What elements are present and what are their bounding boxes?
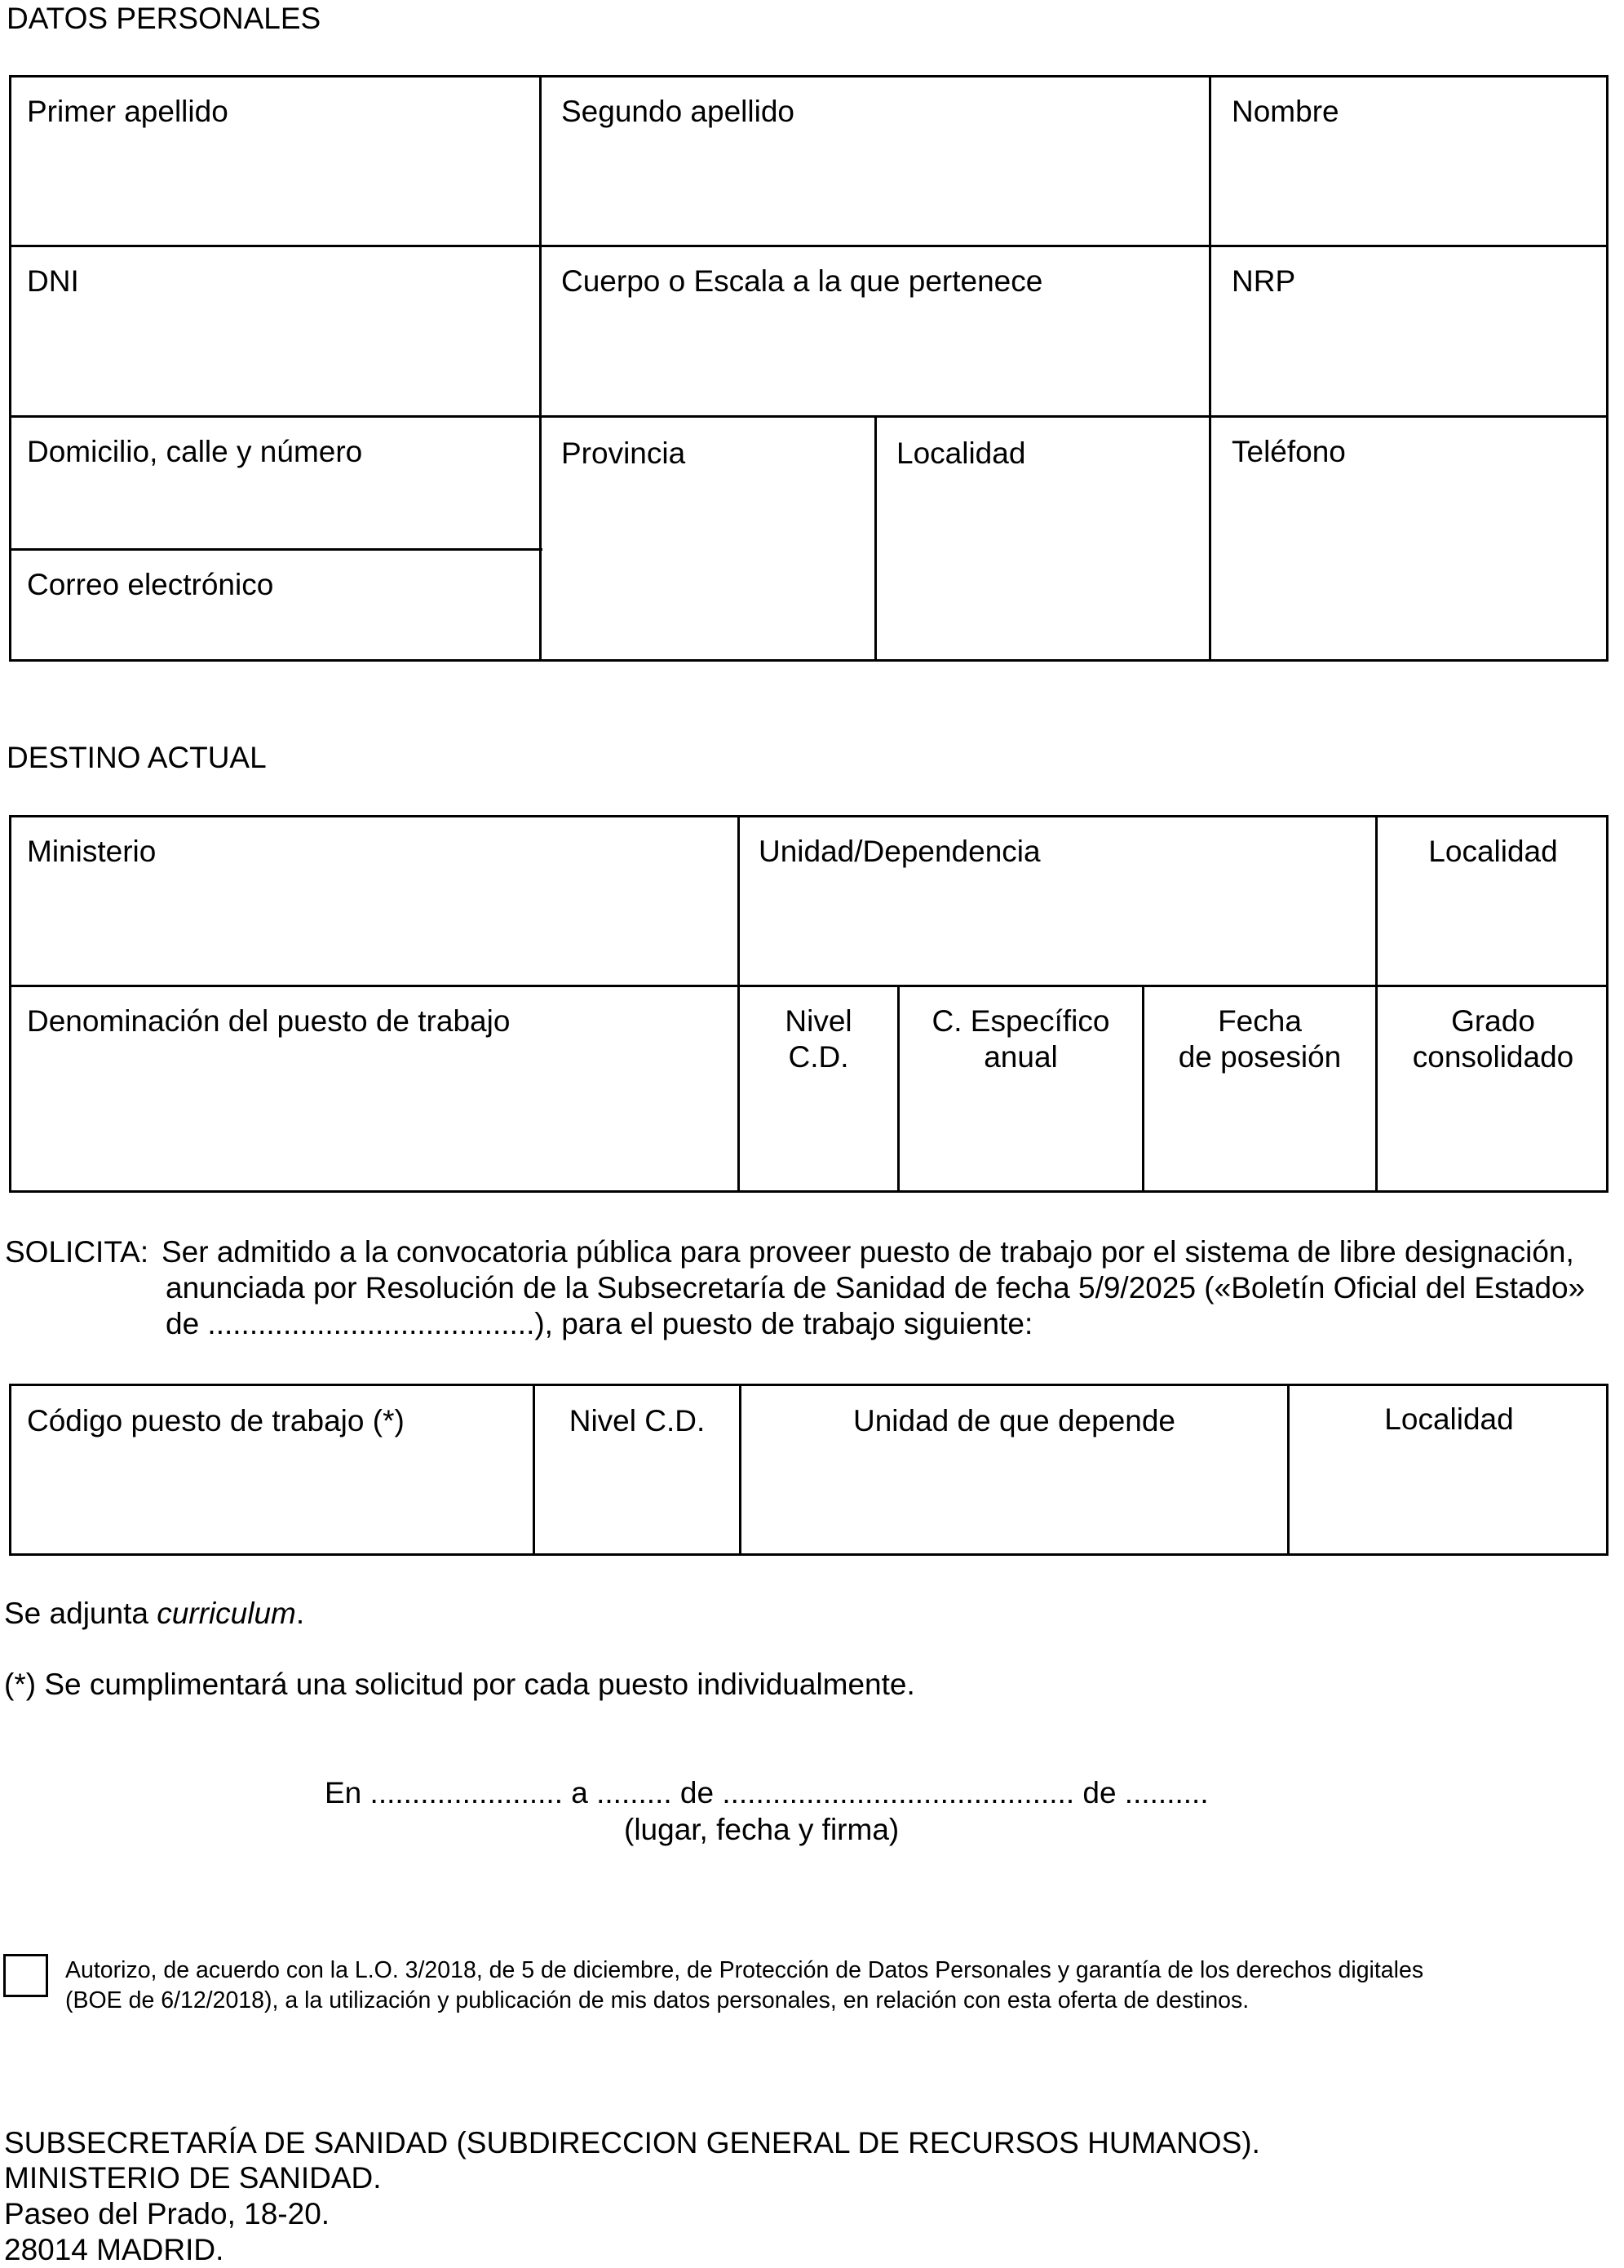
field-primer-apellido[interactable]: Primer apellido <box>27 95 228 128</box>
field-denominacion-puesto[interactable]: Denominación del puesto de trabajo <box>27 1004 511 1038</box>
footer-line-2: MINISTERIO DE SANIDAD. <box>4 2161 382 2195</box>
consent-line-1: Autorizo, de acuerdo con la L.O. 3/2018, de 5 de diciembre, de Protección de Datos Personales y garantía de los derechos digitales <box>65 1957 1424 1983</box>
signature-line[interactable]: En ....................... a ......... de .......................................... de .......... <box>325 1776 1209 1810</box>
field-provincia[interactable]: Provincia <box>561 436 686 470</box>
fecha-posesion-label-line2: de posesión <box>1178 1040 1342 1074</box>
field-domicilio[interactable]: Domicilio, calle y número <box>27 435 363 468</box>
field-segundo-apellido[interactable]: Segundo apellido <box>561 95 794 128</box>
solicita-line-2: anunciada por Resolución de la Subsecretaría de Sanidad de fecha 5/9/2025 («Boletín Oficial del Estado» <box>166 1271 1586 1305</box>
signature-caption: (lugar, fecha y firma) <box>624 1813 900 1846</box>
col-divider <box>1209 75 1211 662</box>
row-divider <box>9 415 1609 418</box>
c-especifico-label-line2: anual <box>984 1040 1058 1074</box>
field-localidad-solicitado[interactable]: Localidad <box>1384 1402 1514 1436</box>
footer-line-1: SUBSECRETARÍA DE SANIDAD (SUBDIRECCION GENERAL DE RECURSOS HUMANOS). <box>4 2126 1260 2159</box>
field-localidad-actual[interactable]: Localidad <box>1428 835 1558 868</box>
field-ministerio[interactable]: Ministerio <box>27 835 157 868</box>
footer-line-4: 28014 MADRID. <box>4 2233 224 2266</box>
consent-checkbox[interactable] <box>3 1954 48 1997</box>
field-telefono[interactable]: Teléfono <box>1232 435 1346 468</box>
fecha-posesion-label-line1: Fecha <box>1218 1004 1302 1038</box>
field-nombre[interactable]: Nombre <box>1232 95 1339 128</box>
grado-label-line2: consolidado <box>1412 1040 1574 1074</box>
solicita-label: SOLICITA: <box>5 1235 149 1269</box>
field-codigo-puesto[interactable]: Código puesto de trabajo (*) <box>27 1404 405 1437</box>
field-nrp[interactable]: NRP <box>1232 264 1296 298</box>
consent-line-2: (BOE de 6/12/2018), a la utilización y publicación de mis datos personales, en relación con esta oferta de destinos. <box>65 1987 1250 2013</box>
field-localidad[interactable]: Localidad <box>896 436 1026 470</box>
nivel-cd-label-line2: C.D. <box>788 1040 849 1074</box>
note-curriculum-prefix: Se adjunta <box>4 1597 157 1630</box>
note-curriculum-suffix: . <box>295 1597 305 1630</box>
field-unidad-dependencia[interactable]: Unidad/Dependencia <box>759 835 1041 868</box>
col-divider <box>874 415 877 662</box>
row-divider <box>9 548 542 551</box>
note-curriculum <box>4 1596 304 1632</box>
row-divider <box>9 245 1609 247</box>
c-especifico-label-line1: C. Específico <box>931 1004 1110 1038</box>
section-heading-datos-personales: DATOS PERSONALES <box>7 2 321 35</box>
field-cuerpo-escala[interactable]: Cuerpo o Escala a la que pertenece <box>561 264 1043 298</box>
field-unidad-depende[interactable]: Unidad de que depende <box>852 1404 1176 1437</box>
solicita-line-3: de .......................................), para el puesto de trabajo siguiente: <box>166 1307 1033 1340</box>
grado-label-line1: Grado <box>1451 1004 1535 1038</box>
field-dni[interactable]: DNI <box>27 264 79 298</box>
note-asterisk: (*) Se cumplimentará una solicitud por cada puesto individualmente. <box>4 1668 915 1701</box>
row-divider <box>9 985 1609 987</box>
field-correo-electronico[interactable]: Correo electrónico <box>27 568 274 601</box>
section-heading-destino-actual: DESTINO ACTUAL <box>7 741 267 774</box>
solicita-line-1: Ser admitido a la convocatoria pública para proveer puesto de trabajo por el sistema de libre designación, <box>162 1235 1574 1269</box>
note-curriculum-italic: curriculum <box>157 1597 296 1630</box>
field-nivel-cd-solicitado[interactable]: Nivel C.D. <box>569 1404 706 1437</box>
nivel-cd-label-line1: Nivel <box>785 1004 852 1038</box>
footer-line-3: Paseo del Prado, 18-20. <box>4 2197 330 2230</box>
col-divider <box>539 75 542 662</box>
